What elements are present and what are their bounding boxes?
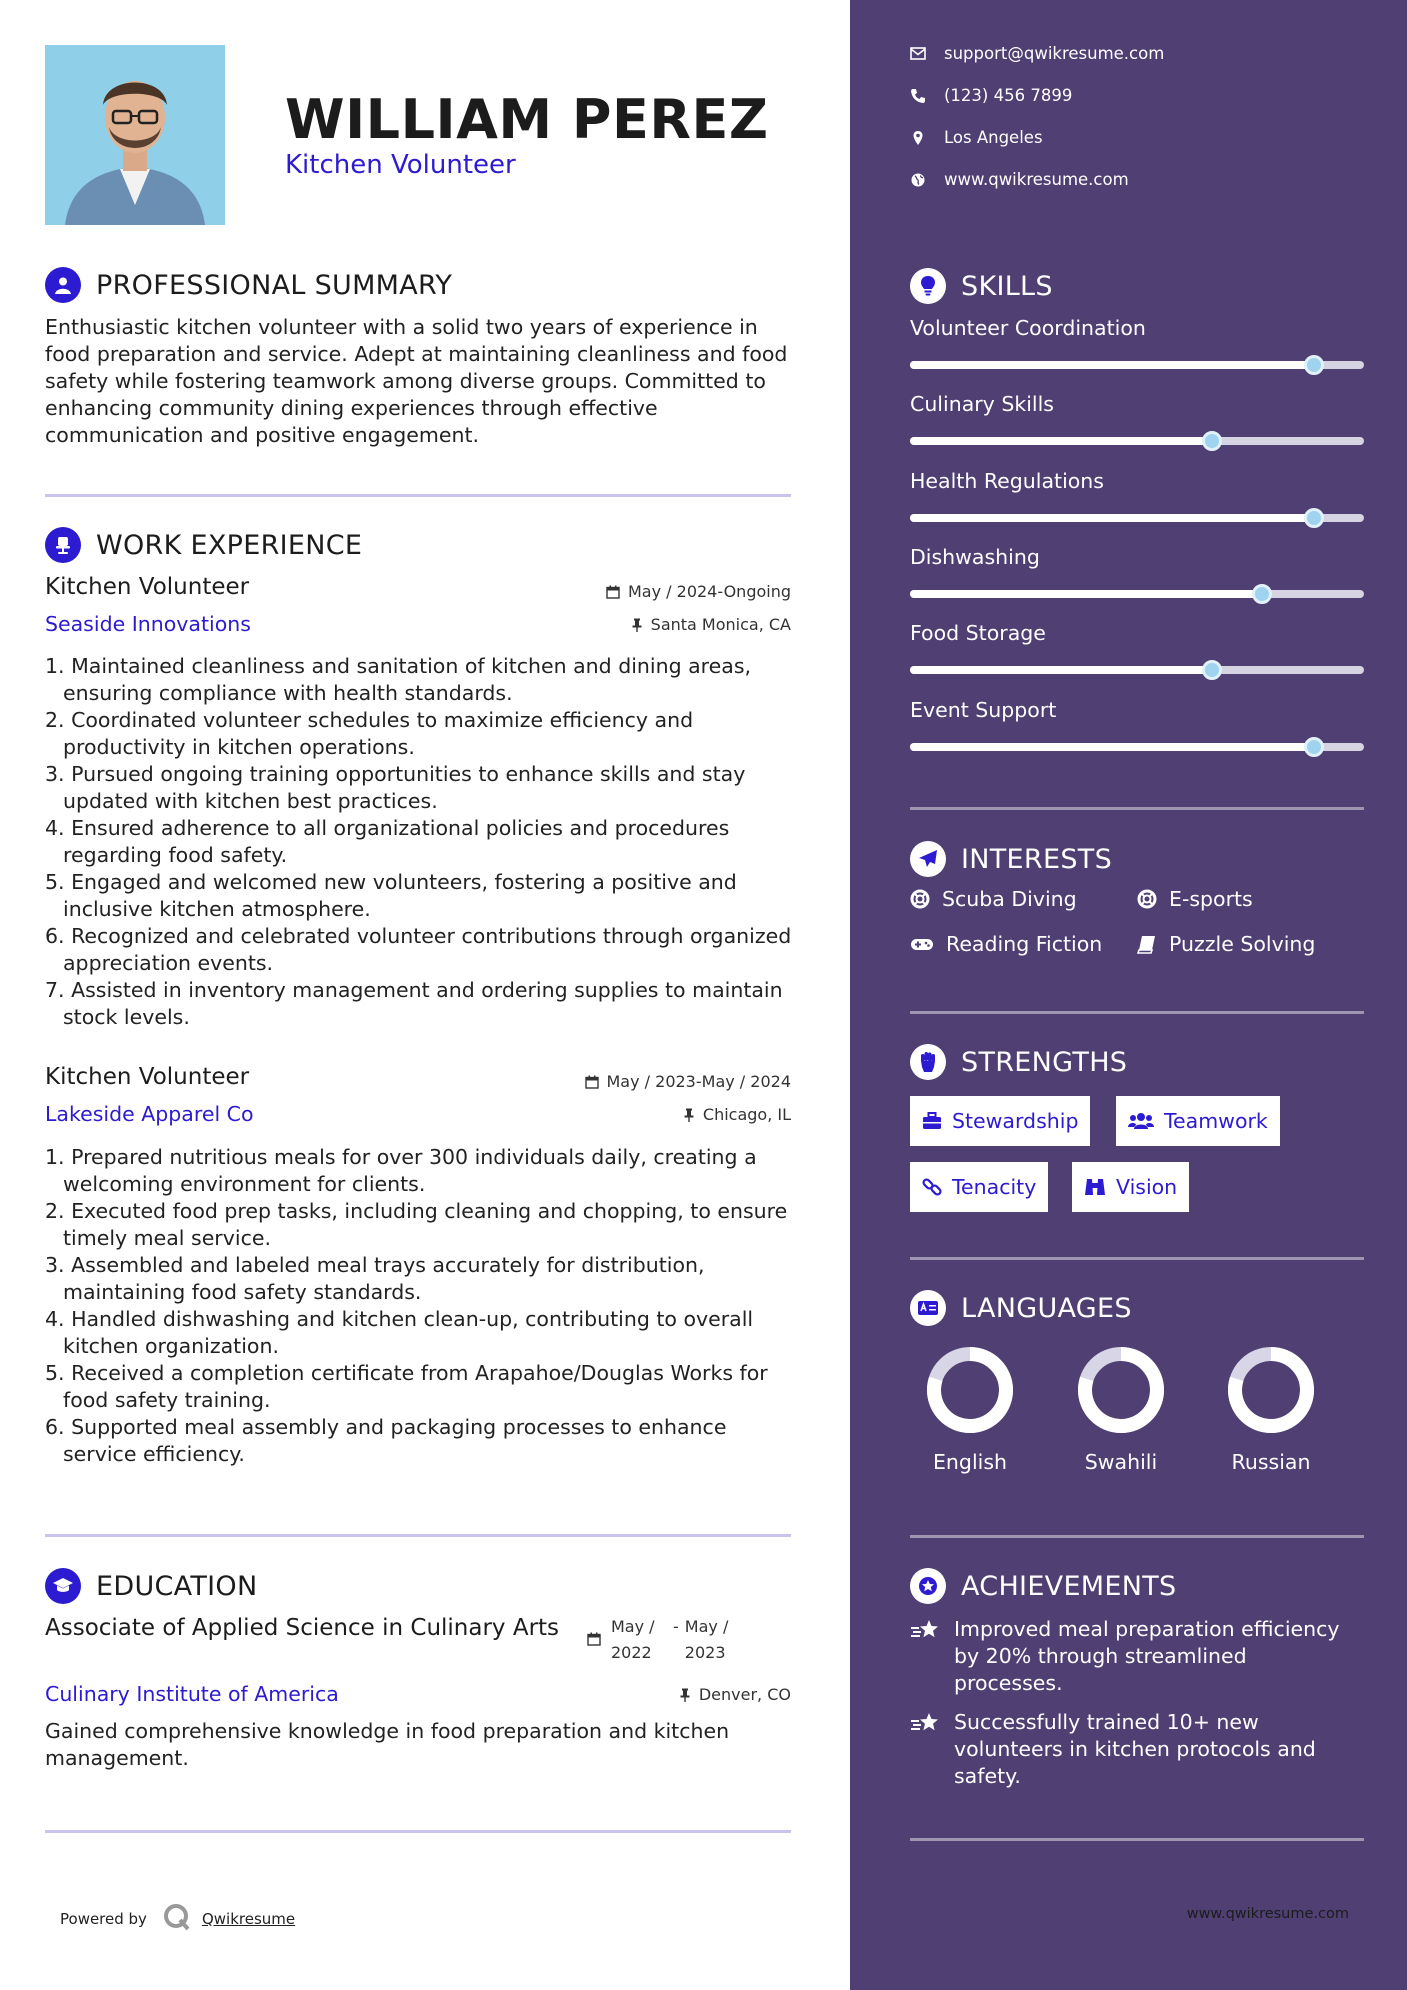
achievement-text: Improved meal preparation efficiency by 20% through streamlined processes. [954, 1617, 1340, 1695]
duty-item: 4. Handled dishwashing and kitchen clean-up, contributing to overall kitchen organization. [45, 1307, 754, 1358]
job-location [683, 1105, 791, 1124]
pin-icon [683, 1108, 695, 1122]
calendar-icon [585, 1075, 599, 1089]
skills-heading [910, 268, 1053, 304]
interest-label: Reading Fiction [946, 932, 1103, 956]
sidebar-divider [910, 1257, 1364, 1260]
shooting-star-icon [910, 1711, 942, 1735]
strengths-heading [910, 1044, 1127, 1080]
duty-item: 3. Pursued ongoing training opportunities to enhance skills and stay updated with kitchen best practices. [45, 762, 746, 813]
interest-item [1137, 932, 1315, 956]
job-title: Kitchen Volunteer [45, 574, 250, 600]
job-location-text: Chicago, IL [702, 1105, 791, 1124]
job-company: Seaside Innovations [45, 612, 251, 636]
candidate-name: WILLIAM PEREZ [285, 88, 769, 151]
job-location [631, 615, 791, 634]
skill-bar-knob [1252, 584, 1272, 604]
paper-plane-icon [910, 841, 946, 877]
skill-bar-knob [1202, 431, 1222, 451]
interest-item [910, 887, 1077, 911]
achievements-title: ACHIEVEMENTS [961, 1570, 1177, 1602]
job-dates [585, 1072, 792, 1091]
interest-label: E-sports [1169, 887, 1253, 911]
experience-heading [45, 527, 362, 563]
strength-label: Tenacity [952, 1175, 1037, 1199]
education-description: Gained comprehensive knowledge in food preparation and kitchen management. [45, 1719, 730, 1770]
language-level-ring [922, 1342, 1018, 1438]
education-start: May / 2022 [611, 1617, 655, 1662]
calendar-icon [606, 585, 620, 599]
job-location-text: Santa Monica, CA [650, 615, 791, 634]
binoculars-icon [1084, 1177, 1106, 1197]
duty-item: 2. Coordinated volunteer schedules to maximize efficiency and productivity in kitchen operations. [45, 708, 694, 759]
skill-bar-fill [910, 666, 1212, 674]
globe-icon [910, 172, 926, 188]
contact-email[interactable] [910, 44, 1164, 63]
summary-text: Enthusiastic kitchen volunteer with a solid two years of experience in food preparation and service. Adept at maintaining cleanliness and food safety while fostering teamwork among diverse groups. Committed to enhancing community dining experiences through effective communication and positive engagement. [45, 315, 788, 447]
duty-item: 7. Assisted in inventory management and ordering supplies to maintain stock levels. [45, 978, 783, 1029]
achievement-text: Successfully trained 10+ new volunteers in kitchen protocols and safety. [954, 1710, 1316, 1788]
skill-name: Health Regulations [910, 469, 1104, 493]
education-end: May / 2023 [684, 1617, 729, 1662]
summary-heading [45, 267, 452, 303]
duty-item: 6. Supported meal assembly and packaging processes to enhance service efficiency. [45, 1415, 727, 1466]
skill-bar-knob [1304, 737, 1324, 757]
skills-title: SKILLS [961, 270, 1053, 302]
gamepad-icon [910, 936, 934, 952]
language-item [1211, 1342, 1331, 1474]
skill-bar-fill [910, 514, 1314, 522]
link-icon [922, 1177, 942, 1197]
sidebar-divider [910, 1535, 1364, 1538]
education-location [679, 1685, 791, 1704]
degree-title: Associate of Applied Science in Culinary Arts [45, 1615, 560, 1641]
contact-location [910, 128, 1043, 147]
skill-name: Culinary Skills [910, 392, 1054, 416]
language-item [910, 1342, 1030, 1474]
duty-item: 1. Maintained cleanliness and sanitation of kitchen and dining areas, ensuring compliance with health standards. [45, 654, 752, 705]
candidate-title: Kitchen Volunteer [285, 150, 516, 180]
pin-icon [679, 1688, 691, 1702]
duty-item: 2. Executed food prep tasks, including cleaning and chopping, to ensure timely meal service. [45, 1199, 788, 1250]
phone-icon [910, 88, 926, 104]
strength-badge [1116, 1096, 1280, 1146]
language-label: Russian [1231, 1450, 1311, 1474]
skill-bar-fill [910, 361, 1314, 369]
language-level-ring [1223, 1342, 1319, 1438]
skill-bar [910, 666, 1364, 674]
skill-bar-fill [910, 590, 1262, 598]
sidebar-divider [910, 807, 1364, 810]
skill-bar-fill [910, 743, 1314, 751]
graduation-cap-icon [45, 1568, 81, 1604]
date-separator: - [673, 1617, 679, 1636]
language-label: English [932, 1450, 1008, 1474]
book-icon [1137, 934, 1157, 954]
skill-bar-knob [1304, 508, 1324, 528]
skill-name: Event Support [910, 698, 1057, 722]
job-dates-text: May / 2024-Ongoing [628, 582, 791, 601]
interests-heading [910, 841, 1112, 877]
strength-badge [910, 1096, 1090, 1146]
skill-name: Volunteer Coordination [910, 316, 1146, 340]
job-title: Kitchen Volunteer [45, 1064, 250, 1090]
skill-bar [910, 361, 1364, 369]
skill-bar [910, 437, 1364, 445]
strength-label: Teamwork [1164, 1109, 1268, 1133]
star-badge-icon [910, 1568, 946, 1604]
interest-label: Puzzle Solving [1169, 932, 1316, 956]
powered-by-label: Powered by [60, 1910, 147, 1928]
contact-website[interactable] [910, 170, 1129, 189]
language-label: Swahili [1084, 1450, 1158, 1474]
contact-location-text: Los Angeles [944, 128, 1043, 147]
user-icon [45, 267, 81, 303]
education-location-text: Denver, CO [698, 1685, 791, 1704]
strength-label: Stewardship [952, 1109, 1079, 1133]
experience-title: WORK EXPERIENCE [96, 529, 363, 561]
school-name: Culinary Institute of America [45, 1682, 339, 1706]
strength-badge [1072, 1162, 1189, 1212]
lightbulb-icon [910, 268, 946, 304]
language-icon [910, 1290, 946, 1326]
languages-heading [910, 1290, 1132, 1326]
strength-badge [910, 1162, 1048, 1212]
language-level-ring [1073, 1342, 1169, 1438]
powered-by [60, 1902, 295, 1936]
education-title: EDUCATION [96, 1570, 258, 1602]
duty-item: 5. Engaged and welcomed new volunteers, fostering a positive and inclusive kitchen atmosphere. [45, 870, 737, 921]
strengths-title: STRENGTHS [961, 1046, 1128, 1078]
strength-label: Vision [1116, 1175, 1178, 1199]
job-dates-text: May / 2023-May / 2024 [606, 1072, 791, 1091]
skill-name: Dishwashing [910, 545, 1040, 569]
duty-item: 4. Ensured adherence to all organizational policies and procedures regarding food safety. [45, 816, 730, 867]
footer-url[interactable]: www.qwikresume.com [1186, 1906, 1349, 1922]
office-chair-icon [45, 527, 81, 563]
profile-photo [45, 45, 225, 225]
skill-bar-knob [1304, 355, 1324, 375]
interest-item [910, 932, 1102, 956]
skill-bar [910, 590, 1364, 598]
job-duties [45, 1144, 795, 1468]
sidebar-divider [910, 1838, 1364, 1841]
job-dates [606, 582, 791, 601]
achievements-heading [910, 1568, 1177, 1604]
duty-item: 1. Prepared nutritious meals for over 300 individuals daily, creating a welcoming environment for clients. [45, 1145, 757, 1196]
duty-item: 3. Assembled and labeled meal trays accurately for distribution, maintaining food safety standards. [45, 1253, 705, 1304]
qwikresume-logo-icon [162, 1902, 192, 1936]
section-divider [45, 1534, 791, 1537]
summary-title: PROFESSIONAL SUMMARY [96, 269, 453, 301]
language-item [1061, 1342, 1181, 1474]
calendar-icon [587, 1632, 601, 1646]
users-icon [1128, 1112, 1154, 1130]
contact-phone[interactable] [910, 86, 1072, 105]
skill-bar [910, 514, 1364, 522]
raised-fist-icon [910, 1044, 946, 1080]
achievement-item [910, 1616, 1360, 1697]
job-duties [45, 653, 795, 1031]
job-company: Lakeside Apparel Co [45, 1102, 254, 1126]
life-ring-icon [910, 889, 930, 909]
skill-bar [910, 743, 1364, 751]
skill-bar-knob [1202, 660, 1222, 680]
duty-item: 5. Received a completion certificate from Arapahoe/Douglas Works for food safety training. [45, 1361, 768, 1412]
skill-bar-fill [910, 437, 1212, 445]
section-divider [45, 494, 791, 497]
skill-name: Food Storage [910, 621, 1046, 645]
envelope-icon [910, 47, 926, 60]
life-ring-icon [1137, 889, 1157, 909]
interest-item [1137, 887, 1253, 911]
briefcase-icon [922, 1112, 942, 1130]
achievement-item [910, 1709, 1360, 1790]
education-heading [45, 1568, 257, 1604]
qwikresume-link[interactable]: Qwikresume [201, 1910, 296, 1928]
sidebar-divider [910, 1011, 1364, 1014]
contact-email-text: support@qwikresume.com [944, 44, 1165, 63]
interests-title: INTERESTS [961, 843, 1113, 875]
map-marker-icon [910, 130, 926, 146]
contact-website-text: www.qwikresume.com [944, 170, 1129, 189]
duty-item: 6. Recognized and celebrated volunteer contributions through organized appreciation events. [45, 924, 792, 975]
shooting-star-icon [910, 1618, 942, 1642]
languages-title: LANGUAGES [961, 1292, 1132, 1324]
interest-label: Scuba Diving [942, 887, 1077, 911]
education-dates [587, 1614, 735, 1666]
section-divider [45, 1830, 791, 1833]
pin-icon [631, 618, 643, 632]
contact-phone-text: (123) 456 7899 [944, 86, 1073, 105]
